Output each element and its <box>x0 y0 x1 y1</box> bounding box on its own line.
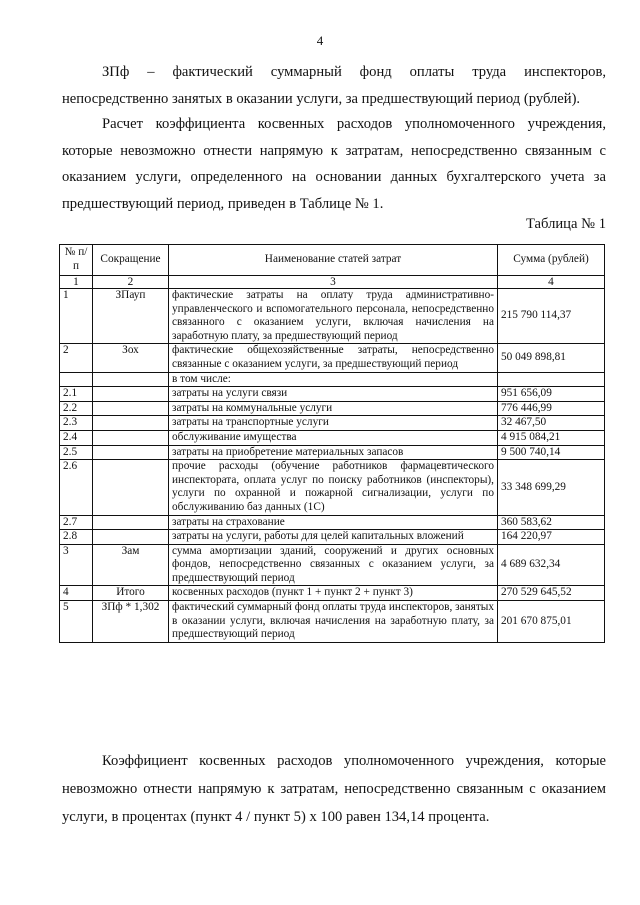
row-abbr-cell <box>93 515 169 530</box>
row-sum-cell: 215 790 114,37 <box>498 289 605 344</box>
row-name-cell: затраты на коммунальные услуги <box>169 401 498 416</box>
row-name-cell: затраты на услуги связи <box>169 387 498 402</box>
row-abbr-cell: Зох <box>93 344 169 372</box>
row-num-cell: 2.2 <box>60 401 93 416</box>
row-name-cell: фактический суммарный фонд оплаты труда инспекторов, занятых в оказании услуги, включая начисления на заработную плату, за предшествующий период <box>169 601 498 643</box>
row-num-cell: 2 <box>60 344 93 372</box>
row-name-cell: в том числе: <box>169 372 498 387</box>
row-sum-cell: 50 049 898,81 <box>498 344 605 372</box>
row-abbr-cell <box>93 416 169 431</box>
table-row <box>60 586 605 601</box>
row-num-cell: 2.7 <box>60 515 93 530</box>
row-sum-cell: 270 529 645,52 <box>498 586 605 601</box>
index-cell: 4 <box>498 276 605 289</box>
row-abbr-cell <box>93 430 169 445</box>
paragraph-zpf-definition: ЗПф – фактический суммарный фонд оплаты труда инспекторов, непосредственно занятых в оказании услуги, за предшествующий период (рублей). <box>62 64 606 107</box>
row-sum-cell: 776 446,99 <box>498 401 605 416</box>
table-row <box>60 401 605 416</box>
row-sum-cell: 164 220,97 <box>498 530 605 545</box>
row-name-cell: обслуживание имущества <box>169 430 498 445</box>
row-abbr-cell <box>93 372 169 387</box>
header-abbr: Сокращение <box>93 245 169 276</box>
table-row <box>60 445 605 460</box>
row-sum-cell: 360 583,62 <box>498 515 605 530</box>
header-num: № п/п <box>60 245 93 276</box>
table-index-row <box>60 276 605 289</box>
paragraph-coefficient-result: Коэффициент косвенных расходов уполномоченного учреждения, которые невозможно отнести напрямую к затратам, непосредственно связанным с оказанием услуги, в процентах (пункт 4 / пункт 5) x 100 равен 134,14 процента. <box>62 753 606 825</box>
row-name-cell: затраты на страхование <box>169 515 498 530</box>
table-row <box>60 430 605 445</box>
row-num-cell: 2.5 <box>60 445 93 460</box>
table-row <box>60 344 605 372</box>
row-num-cell: 2.4 <box>60 430 93 445</box>
row-num-cell: 2.6 <box>60 460 93 515</box>
table-row <box>60 601 605 643</box>
table-row <box>60 515 605 530</box>
row-abbr-cell: ЗПауп <box>93 289 169 344</box>
row-sum-cell: 33 348 699,29 <box>498 460 605 515</box>
cost-table <box>59 244 605 643</box>
row-name-cell: фактические общехозяйственные затраты, непосредственно связанные с оказанием услуги, за предшествующий период <box>169 344 498 372</box>
table-row <box>60 460 605 515</box>
index-cell: 2 <box>93 276 169 289</box>
row-sum-cell: 951 656,09 <box>498 387 605 402</box>
row-num-cell: 3 <box>60 544 93 586</box>
row-num-cell: 2.3 <box>60 416 93 431</box>
table-row <box>60 387 605 402</box>
row-abbr-cell <box>93 445 169 460</box>
row-name-cell: затраты на приобретение материальных запасов <box>169 445 498 460</box>
row-name-cell: затраты на услуги, работы для целей капитальных вложений <box>169 530 498 545</box>
row-sum-cell: 201 670 875,01 <box>498 601 605 643</box>
row-abbr-cell: Зам <box>93 544 169 586</box>
row-name-cell: сумма амортизации зданий, сооружений и других основных фондов, непосредственно связанных с оказанием услуги, за предшествующий период <box>169 544 498 586</box>
index-cell: 3 <box>169 276 498 289</box>
row-abbr-cell <box>93 460 169 515</box>
table-caption: Таблица № 1 <box>526 216 606 232</box>
row-abbr-cell <box>93 530 169 545</box>
paragraph-calculation-intro: Расчет коэффициента косвенных расходов уполномоченного учреждения, которые невозможно отнести напрямую к затратам, непосредственно связанным с оказанием услуги, определенного на основании данных бухгалтерского учета за предшествующий период, приведен в Таблице № 1. <box>62 116 606 212</box>
row-name-cell: затраты на транспортные услуги <box>169 416 498 431</box>
row-sum-cell: 32 467,50 <box>498 416 605 431</box>
table-row <box>60 372 605 387</box>
row-sum-cell: 9 500 740,14 <box>498 445 605 460</box>
row-abbr-cell <box>93 401 169 416</box>
table-row <box>60 530 605 545</box>
row-num-cell: 2.8 <box>60 530 93 545</box>
row-num-cell <box>60 372 93 387</box>
row-name-cell: косвенных расходов (пункт 1 + пункт 2 + пункт 3) <box>169 586 498 601</box>
index-cell: 1 <box>60 276 93 289</box>
table-row <box>60 289 605 344</box>
row-num-cell: 5 <box>60 601 93 643</box>
header-name: Наименование статей затрат <box>169 245 498 276</box>
row-name-cell: фактические затраты на оплату труда административно-управленческого и вспомогательного персонала, непосредственно связанного с оказанием услуги, включая начисления на заработную плату, за предшествующий период <box>169 289 498 344</box>
table-row <box>60 416 605 431</box>
row-sum-cell: 4 689 632,34 <box>498 544 605 586</box>
row-name-cell: прочие расходы (обучение работников фармацевтического инспектората, оплата услуг по поиску работников (инспекторы), услуги по охранной и пожарной сигнализации, услуги по обслуживанию баз данных (1С) <box>169 460 498 515</box>
row-abbr-cell: Итого <box>93 586 169 601</box>
row-sum-cell: 4 915 084,21 <box>498 430 605 445</box>
row-sum-cell <box>498 372 605 387</box>
row-num-cell: 2.1 <box>60 387 93 402</box>
header-sum: Сумма (рублей) <box>498 245 605 276</box>
page-number: 4 <box>316 33 324 48</box>
table-header-row <box>60 245 605 276</box>
table-row <box>60 544 605 586</box>
row-abbr-cell: ЗПф * 1,302 <box>93 601 169 643</box>
row-num-cell: 4 <box>60 586 93 601</box>
row-num-cell: 1 <box>60 289 93 344</box>
row-abbr-cell <box>93 387 169 402</box>
